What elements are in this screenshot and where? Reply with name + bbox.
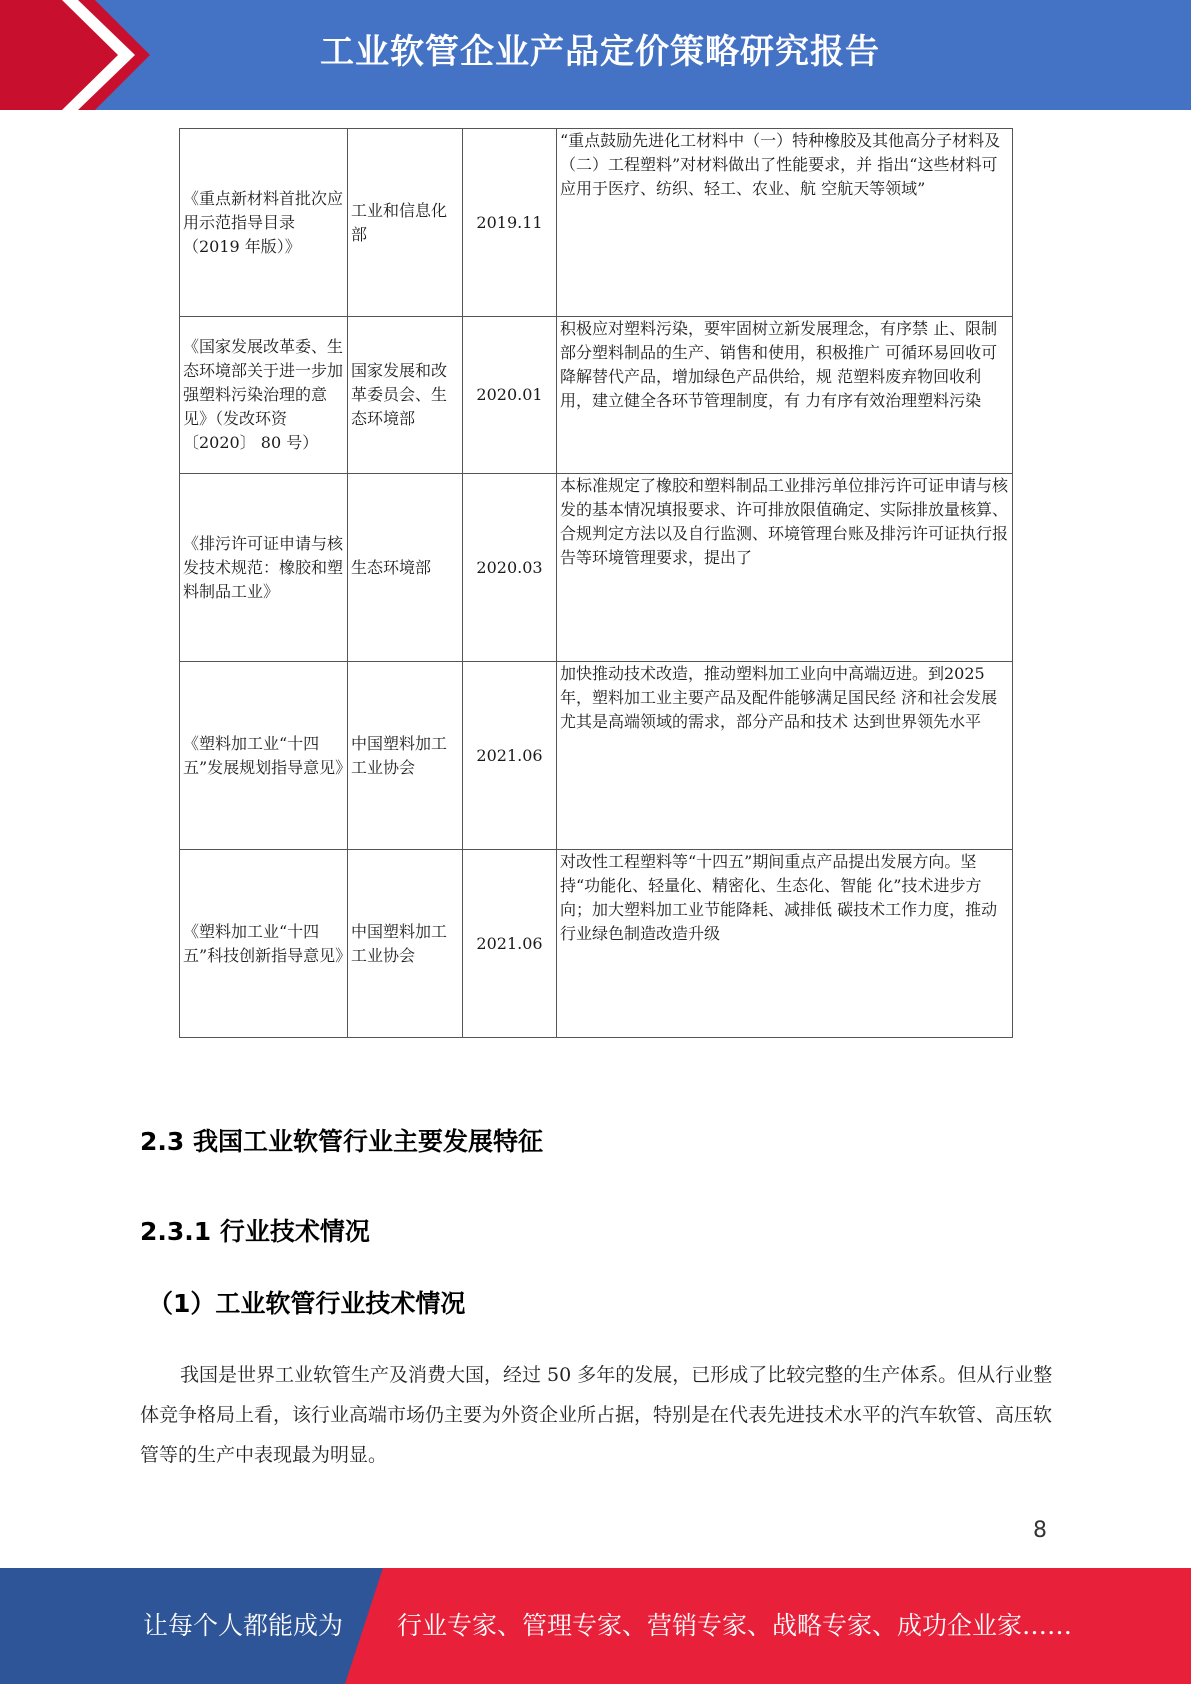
- policy-date-cell: 2021.06: [463, 850, 557, 1038]
- policy-dept-cell: 国家发展和改革委员会、生态环境部: [348, 317, 463, 474]
- policy-dept-cell: 中国塑料加工工业协会: [348, 850, 463, 1038]
- footer-slogan-right: 行业专家、管理专家、营销专家、战略专家、成功企业家……: [397, 1611, 1073, 1640]
- policy-desc-cell: 积极应对塑料污染，要牢固树立新发展理念，有序禁 止、限制部分塑料制品的生产、销售和使用，积极推广 可循环易回收可降解替代产品，增加绿色产品供给，规 范塑料废弃物回收利用，建立健全各环节管理制度，有 力有序有效治理塑料污染: [557, 317, 1013, 474]
- footer-slogan-left: 让每个人都能成为: [143, 1611, 344, 1640]
- policy-table: [179, 128, 1013, 1038]
- table-row: [180, 474, 1013, 662]
- table-row: [180, 129, 1013, 317]
- sub-subsection-heading: （1）工业软管行业技术情况: [148, 1289, 466, 1318]
- policy-desc-cell: “重点鼓励先进化工材料中（一）特种橡胶及其他高分子材料及（二）工程塑料”对材料做出了性能要求，并 指出“这些材料可应用于医疗、纺织、轻工、农业、航 空航天等领域”: [557, 129, 1013, 317]
- policy-date-cell: 2021.06: [463, 662, 557, 850]
- policy-name-cell: 《排污许可证申请与核发技术规范：橡胶和塑料制品工业》: [180, 474, 348, 662]
- header-chevron-icon: [0, 0, 160, 110]
- policy-name-cell: 《塑料加工业“十四五”科技创新指导意见》: [180, 850, 348, 1038]
- policy-name-cell: 《塑料加工业“十四五”发展规划指导意见》: [180, 662, 348, 850]
- page-number: 8: [1033, 1518, 1047, 1543]
- policy-dept-cell: 中国塑料加工工业协会: [348, 662, 463, 850]
- footer-banner: [0, 1568, 1191, 1684]
- policy-date-cell: 2020.03: [463, 474, 557, 662]
- header-title: 工业软管企业产品定价策略研究报告: [320, 32, 880, 72]
- policy-name-cell: 《重点新材料首批次应用示范指导目录（2019 年版）》: [180, 129, 348, 317]
- subsection-heading: 2.3.1 行业技术情况: [140, 1217, 370, 1246]
- section-heading: 2.3 我国工业软管行业主要发展特征: [140, 1127, 543, 1156]
- policy-desc-cell: 对改性工程塑料等“十四五”期间重点产品提出发展方向。坚持“功能化、轻量化、精密化、生态化、智能 化”技术进步方向；加大塑料加工业节能降耗、减排低 碳技术工作力度，推动行业绿色制造改造升级: [557, 850, 1013, 1038]
- body-paragraph: 我国是世界工业软管生产及消费大国，经过 50 多年的发展，已形成了比较完整的生产体系。但从行业整体竞争格局上看，该行业高端市场仍主要为外资企业所占据，特别是在代表先进技术水平的汽车软管、高压软管等的生产中表现最为明显。: [140, 1364, 1053, 1466]
- table-row: [180, 317, 1013, 474]
- table-row: [180, 850, 1013, 1038]
- policy-name-cell: 《国家发展改革委、生态环境部关于进一步加强塑料污染治理的意见》（发改环资〔2020〕 80 号）: [180, 317, 348, 474]
- policy-dept-cell: 生态环境部: [348, 474, 463, 662]
- header-banner: [0, 0, 1191, 110]
- policy-date-cell: 2020.01: [463, 317, 557, 474]
- policy-desc-cell: 加快推动技术改造，推动塑料加工业向中高端迈进。到2025 年，塑料加工业主要产品及配件能够满足国民经 济和社会发展尤其是高端领域的需求，部分产品和技术 达到世界领先水平: [557, 662, 1013, 850]
- policy-dept-cell: 工业和信息化部: [348, 129, 463, 317]
- policy-date-cell: 2019.11: [463, 129, 557, 317]
- table-row: [180, 662, 1013, 850]
- policy-desc-cell: 本标准规定了橡胶和塑料制品工业排污单位排污许可证申请与核发的基本情况填报要求、许可排放限值确定、实际排放量核算、合规判定方法以及自行监测、环境管理台账及排污许可证执行报告等环境管理要求，提出了: [557, 474, 1013, 662]
